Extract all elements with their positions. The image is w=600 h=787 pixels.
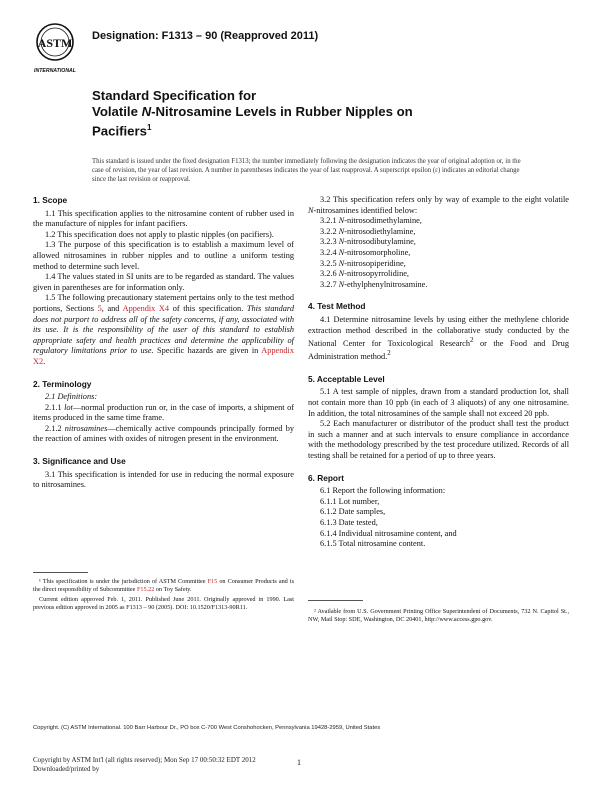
para-6-1: 6.1 Report the following information: xyxy=(320,486,446,496)
para-2-1-1: 2.1.1 lot—normal production run or, in the case of imports, a shipment of items produced in the same time frame. xyxy=(33,402,294,423)
logo-subtext: INTERNATIONAL xyxy=(34,68,76,74)
standard-notice: This standard is issued under the fixed designation F1313; the number immediately following the designation indicates the year of original adoption or, in the case of revision, the year of last revision. A number in parentheses indicates the year of last reapproval. A superscript epsilon (ε) indicates an editorial change since the last revision or reapproval. xyxy=(92,158,521,183)
para-1-5: 1.5 The following precautionary statement pertains only to the test method portions, Sections 5, and Appendix X4 of this specification. This standard does not purport to address all of the safety concerns, if any, associated with its use. It is the responsibility of the user of this standard to establish appropriate safety and health practices and determine the applicability of regulatory limitations prior to use. Specific hazards are given in Appendix X2. xyxy=(33,293,294,366)
para-2-1-2: 2.1.2 nitrosamines—chemically active compounds principally formed by the reaction of amines with oxides of nitrogen present in the environment. xyxy=(33,423,295,444)
link-appendix-x2[interactable]: Appendix X2 xyxy=(33,346,294,366)
designation: Designation: F1313 – 90 (Reapproved 2011) xyxy=(92,30,319,42)
title-footnote-mark: 1 xyxy=(147,123,152,132)
nitrosamine-list xyxy=(308,216,569,290)
para-1-3: 1.3 The purpose of this specification is to establish a maximum level of allowed nitrosamines in rubber nipples and to outline a uniform testing method to determine such level. xyxy=(33,240,294,271)
left-column xyxy=(33,195,294,491)
document-title xyxy=(92,88,532,139)
link-appendix-x4[interactable]: Appendix X4 xyxy=(122,303,170,313)
list-item: 3.2.6 N-nitrosopyrrolidine, xyxy=(320,269,409,279)
title-line-2: Volatile N-Nitrosamine Levels in Rubber Nipples on xyxy=(92,104,413,119)
para-1-1: 1.1 This specification applies to the nitrosamine content of rubber used in the manufacture of nipples for infant pacifiers. xyxy=(33,208,294,229)
list-item: 3.2.5 N-nitrosopiperidine, xyxy=(320,258,406,268)
page-number: 1 xyxy=(297,758,301,767)
list-item: 3.2.3 N-nitrosodibutylamine, xyxy=(320,237,416,247)
list-item: 3.2.1 N-nitrosodimethylamine, xyxy=(320,216,422,226)
link-f15[interactable]: F15 xyxy=(207,578,218,585)
watermark-line-1: Copyright by ASTM Int'l (all rights reserved); Mon Sep 17 00:50:32 EDT 2012 xyxy=(33,756,256,764)
footnotes-right xyxy=(308,608,569,626)
footnote-1-edition: Current edition approved Feb. 1, 2011. Published June 2011. Originally approved in 1990. Last previous edition approved in 2005 as F1313 – 90 (2005). DOI: 10.1520/F1313-90R11. xyxy=(33,595,294,611)
footnotes-left xyxy=(33,578,294,613)
para-1-4: 1.4 The values stated in SI units are to be regarded as standard. The values given in parentheses are for information only. xyxy=(33,272,294,292)
logo-text: ASTM xyxy=(37,36,73,50)
copyright-line: Copyright. (C) ASTM International. 100 Barr Harbour Dr., PO box C-700 West Conshohocken, Pennsylvania 19428-2959, United States xyxy=(33,725,381,731)
section-heading-terminology: 2. Terminology xyxy=(33,378,92,389)
para-4-1: 4.1 Determine nitrosamine levels by using either the methylene chloride extraction method described in the collaborative study conducted by the National Center for Toxicological Research$^2$ or the Food and Drug Administration method.$^2$ xyxy=(308,314,569,362)
list-item: 3.2.4 N-nitrosomorpholine, xyxy=(320,247,411,257)
title-line-3: Pacifiers$^1$ xyxy=(92,123,152,139)
list-item: 3.2.7 N-ethylphenylnitrosamine. xyxy=(320,279,428,289)
section-heading-report: 6. Report xyxy=(308,472,344,483)
para-6-1-1: 6.1.1 Lot number, xyxy=(320,496,380,506)
section-heading-scope: 1. Scope xyxy=(33,195,68,205)
para-5-1: 5.1 A test sample of nipples, drawn from a standard production lot, shall not contain more than 10 ppb (in each of 3 aliquots) of any one nitrosamine. In addition, the total nitrosamines of the sample shall not exceed 20 ppb. xyxy=(308,387,569,418)
link-f15-22[interactable]: F15.22 xyxy=(136,586,155,594)
para-6-1-4: 6.1.4 Individual nitrosamine content, and xyxy=(320,528,457,538)
para-3-1: 3.1 This specification is intended for use in reducing the normal exposure to nitrosamines. xyxy=(33,469,294,490)
section-heading-test-method: 4. Test Method xyxy=(308,301,366,312)
para-2-1: 2.1 Definitions: xyxy=(45,392,98,402)
astm-logo xyxy=(30,20,80,78)
watermark-line-2: Downloaded/printed by xyxy=(33,765,100,773)
footnote-rule-left xyxy=(33,572,88,573)
download-watermark xyxy=(33,756,256,774)
para-5-2: 5.2 Each manufacturer or distributor of the product shall test the product in such a manner and at such intervals to ensure compliance in accordance with the methodology prescribed by the test procedure utilized. Records of all testing shall be retained for a period of up to three years. xyxy=(308,419,569,460)
footnote-1: ¹ This specification is under the jurisdiction of ASTM Committee F15 on Consumer Products and is the direct responsibility of Subcommittee F15.22 on Toy Safety. xyxy=(33,578,294,594)
section-heading-significance: 3. Significance and Use xyxy=(33,456,126,467)
section-heading-acceptable-level: 5. Acceptable Level xyxy=(308,373,385,384)
footnote-2: ² Available from U.S. Government Printing Office Superintendent of Documents, 732 N. Capitol St., NW, Mail Stop: SDE, Washington, DC 20401, http://www.access.gpo.gov. xyxy=(308,608,569,624)
right-column xyxy=(308,195,569,550)
link-section-5[interactable]: 5 xyxy=(97,303,102,313)
list-item: 3.2.2 N-nitrosodiethylamine, xyxy=(320,226,416,236)
para-6-1-5: 6.1.5 Total nitrosamine content. xyxy=(320,539,426,549)
title-line-1: Standard Specification for xyxy=(92,88,257,103)
para-3-2: 3.2 This specification refers only by way of example to the eight volatile N-nitrosamines identified below: xyxy=(308,195,569,215)
footnote-rule-right xyxy=(308,600,363,601)
para-6-1-2: 6.1.2 Date samples, xyxy=(320,507,386,517)
para-6-1-3: 6.1.3 Date tested, xyxy=(320,517,378,527)
para-1-2: 1.2 This specification does not apply to plastic nipples (on pacifiers). xyxy=(45,229,274,239)
